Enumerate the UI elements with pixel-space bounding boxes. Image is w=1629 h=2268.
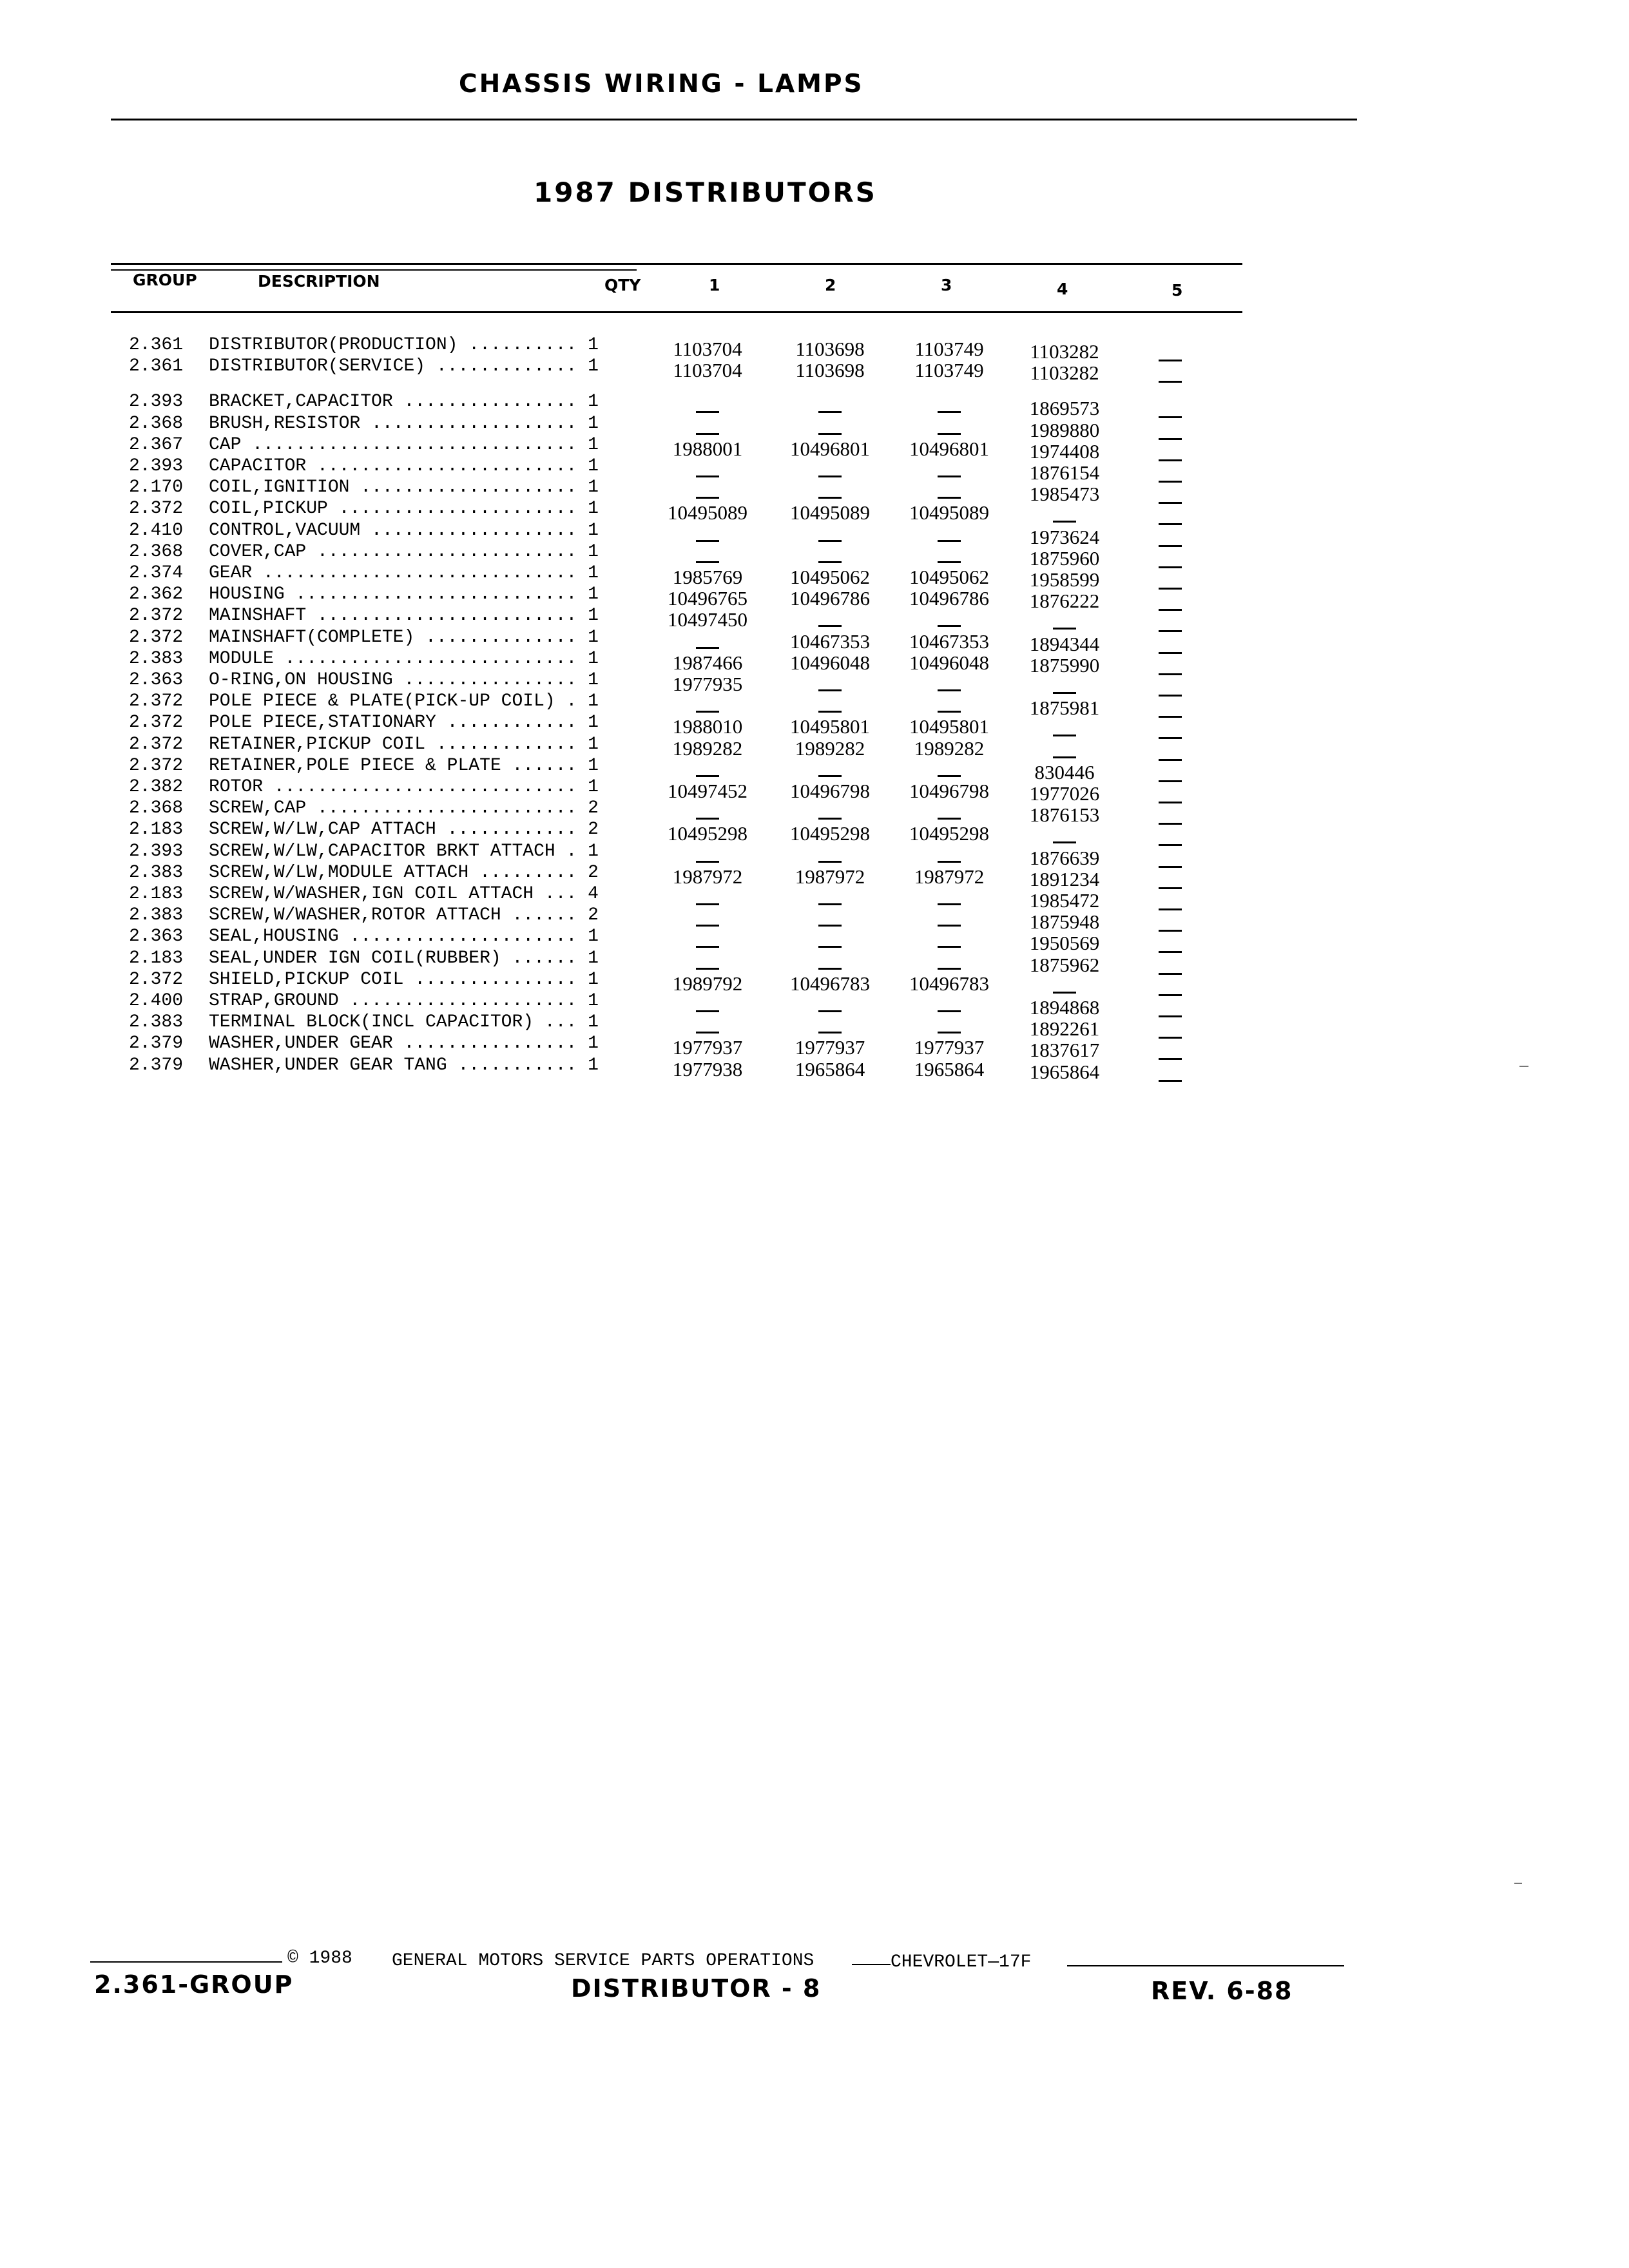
part-number-col-3: 10496783 [909, 972, 989, 995]
part-number-col-4: 1894344 [1029, 632, 1100, 655]
no-part-dash [818, 497, 842, 499]
footer-copyright: © 1988 [287, 1948, 352, 1968]
no-part-dash [938, 411, 961, 413]
part-number-col-1: 10497450 [668, 608, 747, 631]
description-cell: MODULE ........................... 1 [209, 648, 599, 669]
description-cell: O-RING,ON HOUSING ................ 1 [209, 670, 599, 690]
group-cell: 2.368 [129, 541, 184, 562]
no-part-dash [818, 689, 842, 691]
no-part-dash [818, 540, 842, 542]
column-header-qty: QTY [604, 276, 641, 294]
no-part-dash [1053, 992, 1076, 994]
group-cell: 2.383 [129, 905, 184, 926]
part-number-col-4: 1875960 [1029, 546, 1100, 570]
no-part-dash [1159, 695, 1182, 697]
no-part-dash [818, 903, 842, 905]
part-number-col-4: 1989880 [1029, 418, 1100, 441]
no-part-dash [818, 968, 842, 970]
part-number-col-1: 10496765 [668, 587, 747, 610]
no-part-dash [696, 711, 719, 713]
part-number-col-1: 1988010 [672, 715, 743, 738]
group-cell: 2.183 [129, 820, 184, 840]
description-cell: WASHER,UNDER GEAR TANG ........... 1 [209, 1055, 599, 1075]
no-part-dash [1159, 566, 1182, 568]
no-part-dash [696, 925, 719, 927]
no-part-dash [1159, 481, 1182, 483]
part-number-col-2: 1103698 [795, 359, 865, 382]
no-part-dash [1159, 716, 1182, 718]
description-cell: GEAR ............................. 1 [209, 563, 599, 583]
part-number-col-3: 1103749 [914, 338, 984, 360]
no-part-dash [938, 561, 961, 563]
description-cell: TERMINAL BLOCK(INCL CAPACITOR) ... 1 [209, 1012, 599, 1033]
part-number-col-4: 1876222 [1029, 590, 1100, 613]
part-number-col-2: 10496783 [790, 972, 870, 995]
part-number-col-1: 1989792 [672, 972, 743, 995]
description-cell: COIL,PICKUP ...................... 1 [209, 499, 599, 519]
part-number-col-1: 1985769 [672, 566, 743, 588]
part-number-col-2: 10496786 [790, 587, 870, 610]
column-header-5: 5 [1171, 281, 1183, 300]
part-number-col-4: 1876154 [1029, 461, 1100, 484]
no-part-dash [1159, 802, 1182, 803]
description-cell: COIL,IGNITION .................... 1 [209, 477, 599, 498]
part-number-col-2: 10495062 [790, 566, 870, 588]
part-number-col-4: 1837617 [1029, 1039, 1100, 1062]
group-cell: 2.368 [129, 798, 184, 819]
no-part-dash [938, 968, 961, 970]
part-number-col-2: 10467353 [790, 629, 870, 653]
part-number-col-4: 1958599 [1029, 568, 1100, 591]
footer-code: CHEVROLET—17F [891, 1952, 1032, 1972]
description-cell: SHIELD,PICKUP COIL ............... 1 [209, 969, 599, 990]
no-part-dash [938, 497, 961, 499]
no-part-dash [938, 925, 961, 927]
group-cell: 2.372 [129, 755, 184, 776]
part-number-col-1: 10495298 [668, 822, 747, 845]
part-number-col-2: 10495298 [790, 822, 870, 845]
no-part-dash [696, 861, 719, 863]
description-cell: RETAINER,PICKUP COIL ............. 1 [209, 734, 599, 754]
group-cell: 2.372 [129, 969, 184, 990]
no-part-dash [818, 711, 842, 713]
part-number-col-4: 1974408 [1029, 439, 1100, 463]
group-cell: 2.372 [129, 691, 184, 712]
group-cell: 2.393 [129, 841, 184, 861]
description-cell: SCREW,W/LW,CAPACITOR BRKT ATTACH . 1 [209, 841, 599, 861]
part-number-col-2: 1965864 [795, 1057, 865, 1081]
group-cell: 2.372 [129, 627, 184, 648]
part-number-col-3: 10496048 [909, 651, 989, 674]
part-number-col-3: 10495089 [909, 501, 989, 524]
part-number-col-1: 10495089 [668, 501, 747, 524]
footer-group: 2.361-GROUP [94, 1970, 294, 1999]
group-cell: 2.183 [129, 884, 184, 904]
description-cell: SCREW,W/LW,CAP ATTACH ............ 2 [209, 820, 599, 840]
part-number-col-3: 1965864 [914, 1057, 985, 1081]
no-part-dash [1159, 652, 1182, 654]
no-part-dash [1159, 1080, 1182, 1082]
no-part-dash [1159, 951, 1182, 953]
no-part-dash [938, 540, 961, 542]
no-part-dash [818, 946, 842, 948]
part-number-col-4: 1985472 [1029, 889, 1100, 912]
no-part-dash [938, 625, 961, 627]
no-part-dash [1159, 459, 1182, 461]
no-part-dash [1159, 737, 1182, 739]
no-part-dash [1159, 502, 1182, 504]
part-number-col-4: 1875990 [1029, 653, 1100, 677]
group-cell: 2.400 [129, 991, 184, 1011]
part-number-col-3: 1977937 [914, 1036, 985, 1059]
column-header-4: 4 [1057, 280, 1068, 298]
no-part-dash [938, 861, 961, 863]
no-part-dash [818, 433, 842, 435]
no-part-dash [696, 968, 719, 970]
no-part-dash [696, 561, 719, 563]
no-part-dash [938, 1010, 961, 1012]
description-cell: SEAL,UNDER IGN COIL(RUBBER) ...... 1 [209, 948, 599, 968]
no-part-dash [696, 946, 719, 948]
no-part-dash [818, 476, 842, 477]
no-part-dash [1053, 756, 1076, 758]
description-cell: SCREW,W/LW,MODULE ATTACH ......... 2 [209, 862, 599, 883]
group-cell: 2.393 [129, 392, 184, 412]
no-part-dash [696, 1010, 719, 1012]
footer-rule-mid [852, 1964, 891, 1965]
part-number-col-1: 1987972 [672, 865, 743, 888]
no-part-dash [1159, 545, 1182, 547]
part-number-col-2: 10495089 [790, 501, 870, 524]
no-part-dash [818, 561, 842, 563]
no-part-dash [1159, 1037, 1182, 1039]
no-part-dash [1159, 930, 1182, 932]
part-number-col-1: 1103704 [673, 338, 742, 360]
part-number-col-3: 10496801 [909, 437, 989, 460]
part-number-col-3: 1989282 [914, 736, 985, 760]
no-part-dash [1159, 360, 1182, 361]
part-number-col-2: 1977937 [795, 1036, 865, 1059]
no-part-dash [1159, 844, 1182, 846]
no-part-dash [1159, 588, 1182, 590]
description-cell: RETAINER,POLE PIECE & PLATE ...... 1 [209, 755, 599, 776]
group-cell: 2.170 [129, 477, 184, 498]
part-number-col-1: 1989282 [672, 736, 743, 760]
no-part-dash [696, 818, 719, 820]
no-part-dash [938, 818, 961, 820]
part-number-col-3: 10496786 [909, 587, 989, 610]
description-cell: POLE PIECE & PLATE(PICK-UP COIL) . 1 [209, 691, 599, 712]
group-cell: 2.379 [129, 1033, 184, 1054]
part-number-col-2: 1103698 [795, 338, 865, 360]
no-part-dash [696, 433, 719, 435]
part-number-col-3: 10495062 [909, 566, 989, 588]
part-number-col-1: 1988001 [672, 437, 743, 460]
no-part-dash [818, 625, 842, 627]
no-part-dash [1159, 381, 1182, 383]
no-part-dash [818, 1032, 842, 1033]
footer-section: DISTRIBUTOR - 8 [571, 1974, 822, 2003]
group-cell: 2.393 [129, 456, 184, 476]
part-number-col-3: 10496798 [909, 780, 989, 802]
footer-revision: REV. 6-88 [1151, 1977, 1293, 2005]
no-part-dash [696, 497, 719, 499]
no-part-dash [1159, 523, 1182, 525]
description-cell: DISTRIBUTOR(PRODUCTION) .......... 1 [209, 335, 599, 355]
group-cell: 2.361 [129, 356, 184, 377]
no-part-dash [1159, 759, 1182, 761]
no-part-dash [1159, 673, 1182, 675]
no-part-dash [1159, 438, 1182, 440]
no-part-dash [818, 411, 842, 413]
part-number-col-1: 1977937 [672, 1036, 743, 1059]
part-number-col-2: 10496798 [790, 780, 870, 802]
group-cell: 2.372 [129, 499, 184, 519]
footer-rule-left [90, 1961, 282, 1963]
no-part-dash [1053, 735, 1076, 736]
group-cell: 2.372 [129, 713, 184, 733]
no-part-dash [938, 1032, 961, 1033]
no-part-dash [1053, 628, 1076, 629]
no-part-dash [818, 925, 842, 927]
part-number-col-2: 10495801 [790, 715, 870, 738]
group-cell: 2.410 [129, 520, 184, 541]
description-cell: MAINSHAFT ........................ 1 [209, 606, 599, 626]
group-cell: 2.361 [129, 335, 184, 355]
no-part-dash [1159, 1015, 1182, 1017]
no-part-dash [1159, 994, 1182, 996]
column-header-group: GROUP [133, 271, 197, 289]
part-number-col-4: 1875962 [1029, 953, 1100, 976]
no-part-dash [1159, 887, 1182, 889]
part-number-col-3: 10495298 [909, 822, 989, 845]
no-part-dash [1159, 416, 1182, 418]
part-number-col-4: 1103282 [1030, 340, 1099, 363]
part-number-col-4: 1894868 [1029, 996, 1100, 1019]
no-part-dash [938, 946, 961, 948]
no-part-dash [938, 476, 961, 477]
group-cell: 2.372 [129, 606, 184, 626]
no-part-dash [1159, 1058, 1182, 1060]
description-cell: BRUSH,RESISTOR ................... 1 [209, 413, 599, 434]
description-cell: ROTOR ............................ 1 [209, 777, 599, 797]
part-number-col-3: 10467353 [909, 629, 989, 653]
part-number-col-4: 1891234 [1029, 867, 1100, 890]
part-number-col-4: 1875948 [1029, 910, 1100, 934]
no-part-dash [1159, 866, 1182, 868]
table-title: 1987 DISTRIBUTORS [534, 177, 877, 208]
no-part-dash [696, 476, 719, 477]
no-part-dash [1053, 692, 1076, 694]
no-part-dash [818, 775, 842, 777]
part-number-col-2: 10496048 [790, 651, 870, 674]
part-number-col-4: 1950569 [1029, 932, 1100, 955]
part-number-col-4: 1965864 [1029, 1060, 1100, 1083]
no-part-dash [818, 861, 842, 863]
no-part-dash [1053, 841, 1076, 843]
group-cell: 2.383 [129, 648, 184, 669]
column-header-1: 1 [709, 276, 720, 294]
part-number-col-3: 10495801 [909, 715, 989, 738]
description-cell: SCREW,W/WASHER,ROTOR ATTACH ...... 2 [209, 905, 599, 926]
no-part-dash [938, 903, 961, 905]
part-number-col-4: 1977026 [1029, 782, 1100, 805]
description-cell: WASHER,UNDER GEAR ................ 1 [209, 1033, 599, 1054]
column-header-3: 3 [941, 276, 952, 294]
part-number-col-2: 10496801 [790, 437, 870, 460]
group-cell: 2.367 [129, 434, 184, 455]
group-cell: 2.363 [129, 670, 184, 690]
no-part-dash [938, 775, 961, 777]
no-part-dash [696, 903, 719, 905]
column-header-2: 2 [825, 276, 836, 294]
header-rule [111, 119, 1357, 120]
no-part-dash [818, 1010, 842, 1012]
column-header-description: DESCRIPTION [258, 272, 380, 291]
no-part-dash [1159, 630, 1182, 632]
scan-speck [1514, 1883, 1522, 1884]
description-cell: SCREW,CAP ........................ 2 [209, 798, 599, 819]
description-cell: SCREW,W/WASHER,IGN COIL ATTACH ... 4 [209, 884, 599, 904]
description-cell: CAP .............................. 1 [209, 434, 599, 455]
part-number-col-1: 1987466 [672, 651, 743, 674]
no-part-dash [938, 689, 961, 691]
group-cell: 2.372 [129, 734, 184, 754]
part-number-col-4: 1892261 [1029, 1017, 1100, 1041]
part-number-col-3: 1103749 [914, 359, 984, 382]
no-part-dash [1053, 521, 1076, 523]
part-number-col-1: 1977935 [672, 673, 743, 695]
no-part-dash [818, 818, 842, 820]
group-cell: 2.379 [129, 1055, 184, 1075]
part-number-col-4: 830446 [1034, 760, 1095, 783]
part-number-col-2: 1989282 [795, 736, 865, 760]
scan-speck [1519, 1066, 1528, 1067]
group-cell: 2.362 [129, 584, 184, 605]
part-number-col-4: 1973624 [1029, 525, 1100, 548]
part-number-col-4: 1103282 [1030, 361, 1099, 385]
part-number-col-1: 10497452 [668, 780, 747, 802]
description-cell: CONTROL,VACUUM ................... 1 [209, 520, 599, 541]
part-number-col-4: 1876639 [1029, 846, 1100, 869]
group-cell: 2.383 [129, 862, 184, 883]
group-cell: 2.368 [129, 413, 184, 434]
no-part-dash [696, 540, 719, 542]
description-cell: HOUSING .......................... 1 [209, 584, 599, 605]
section-title: CHASSIS WIRING - LAMPS [459, 70, 864, 99]
group-cell: 2.382 [129, 777, 184, 797]
no-part-dash [1159, 780, 1182, 782]
no-part-dash [938, 711, 961, 713]
no-part-dash [938, 433, 961, 435]
description-cell: SEAL,HOUSING ..................... 1 [209, 927, 599, 947]
no-part-dash [696, 647, 719, 649]
no-part-dash [696, 1032, 719, 1033]
group-cell: 2.383 [129, 1012, 184, 1033]
group-cell: 2.363 [129, 927, 184, 947]
part-number-col-4: 1875981 [1029, 697, 1100, 720]
part-number-col-1: 1103704 [673, 359, 742, 382]
table-header-rule [111, 311, 1242, 313]
description-cell: CAPACITOR ........................ 1 [209, 456, 599, 476]
part-number-col-4: 1869573 [1029, 397, 1100, 420]
table-top-rule [111, 263, 1242, 265]
no-part-dash [696, 775, 719, 777]
part-number-col-4: 1985473 [1029, 483, 1100, 506]
description-cell: STRAP,GROUND ..................... 1 [209, 991, 599, 1011]
no-part-dash [696, 411, 719, 413]
group-cell: 2.183 [129, 948, 184, 968]
no-part-dash [1159, 609, 1182, 611]
description-cell: COVER,CAP ........................ 1 [209, 541, 599, 562]
description-cell: POLE PIECE,STATIONARY ............ 1 [209, 713, 599, 733]
description-cell: MAINSHAFT(COMPLETE) .............. 1 [209, 627, 599, 648]
description-cell: DISTRIBUTOR(SERVICE) ............. 1 [209, 356, 599, 377]
footer-rule-right [1067, 1965, 1344, 1966]
no-part-dash [1159, 973, 1182, 975]
description-cell: BRACKET,CAPACITOR ................ 1 [209, 392, 599, 412]
footer-publisher: GENERAL MOTORS SERVICE PARTS OPERATIONS [392, 1951, 815, 1971]
part-number-col-2: 1987972 [795, 865, 865, 888]
no-part-dash [1159, 908, 1182, 910]
part-number-col-1: 1977938 [672, 1057, 743, 1081]
part-number-col-3: 1987972 [914, 865, 985, 888]
group-cell: 2.374 [129, 563, 184, 583]
no-part-dash [1159, 823, 1182, 825]
part-number-col-4: 1876153 [1029, 803, 1100, 827]
